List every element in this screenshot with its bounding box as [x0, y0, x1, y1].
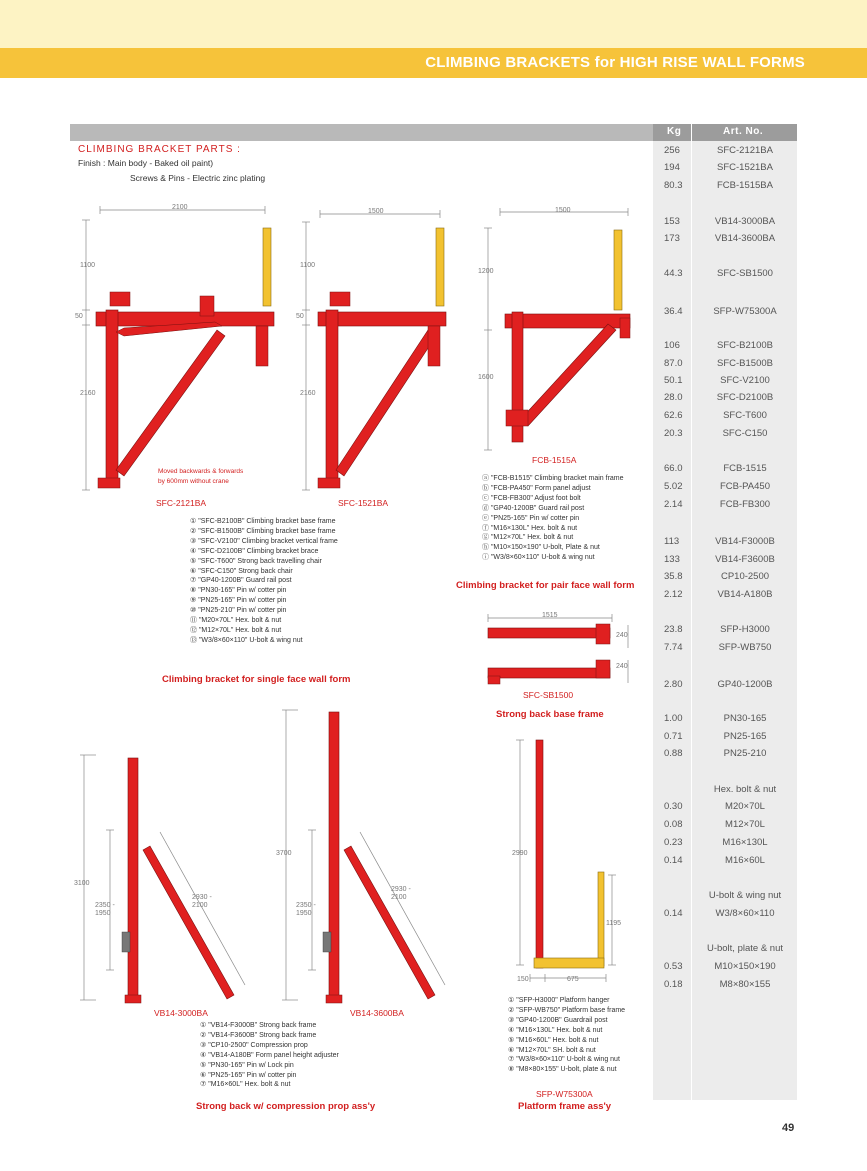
- spec-art-no: M20×70L: [725, 801, 765, 812]
- dim-sb-w: 1515: [542, 612, 558, 619]
- spec-art-no: VB14-A180B: [717, 589, 773, 600]
- sfc-2121ba-drawing: [96, 228, 274, 488]
- spec-kg: 66.0: [664, 463, 683, 474]
- legend-item: ⑦ "M16×60L" Hex. bolt & nut: [200, 1081, 291, 1089]
- legend-item: ⓖ "M12×70L" Hex. bolt & nut: [482, 534, 574, 542]
- legend-item: ③ "SFC-V2100" Climbing bracket vertical frame: [190, 537, 338, 545]
- spec-art-no: M8×80×155: [719, 979, 771, 990]
- dim-sfc2121-h2: 50: [75, 313, 83, 320]
- spec-kg: 0.71: [664, 731, 683, 742]
- dim-vb3000-d1: 2930 -: [192, 894, 212, 901]
- platform-legend: [508, 996, 625, 1075]
- legend-item: ③ "CP10-2500" Compression prop: [200, 1041, 308, 1049]
- spec-art-no: SFC-B2100B: [717, 340, 773, 351]
- spec-kg: 133: [664, 554, 680, 565]
- spec-kg: 0.88: [664, 748, 683, 759]
- dim-sfc2121-w: 2100: [172, 204, 188, 211]
- legend-item: ⑬ "W3/8×60×110" U-bolt & wing nut: [190, 636, 303, 644]
- spec-art-no: FCB-1515: [723, 463, 767, 474]
- legend-item: ⑥ "PN25-165" Pin w/ cotter pin: [200, 1071, 297, 1079]
- sfc-1521ba-label: SFC-1521BA: [338, 498, 389, 508]
- spec-art-no: U-bolt & wing nut: [708, 890, 782, 901]
- dim-vb3600-h1: 3700: [276, 850, 292, 857]
- spec-kg: 0.23: [664, 837, 683, 848]
- legend-item: ⓗ "M10×150×190" U-bolt, Plate & nut: [482, 544, 600, 552]
- dim-sfc1521-w: 1500: [368, 208, 384, 215]
- legend-item: ⑥ "M12×70L" SH. bolt & nut: [508, 1046, 596, 1054]
- single-face-caption: Climbing bracket for single face wall form: [162, 674, 351, 685]
- spec-art-no: U-bolt, plate & nut: [706, 943, 784, 954]
- vb14-3600ba-drawing: [323, 712, 435, 1003]
- legend-item: ⑥ "SFC-C150" Strong back chair: [190, 567, 293, 575]
- legend-item: ④ "M16×130L" Hex. bolt & nut: [508, 1026, 603, 1034]
- parts-title: CLIMBING BRACKET PARTS :: [78, 144, 241, 155]
- legend-item: ③ "GP40-1200B" Guardrail post: [508, 1016, 608, 1024]
- legend-item: ② "SFP-WB750" Platform base frame: [508, 1006, 626, 1014]
- spec-kg: 106: [664, 340, 680, 351]
- compression-legend: [200, 1021, 339, 1090]
- dim-sfp-w2: 675: [567, 976, 579, 983]
- spec-art-no: M16×130L: [722, 837, 768, 848]
- spec-art-no: SFC-C150: [722, 428, 768, 439]
- legend-item: ⑪ "M20×70L" Hex. bolt & nut: [190, 617, 282, 625]
- legend-item: ⓒ "FCB-FB300" Adjust foot bolt: [482, 494, 581, 502]
- move-note-2: by 600mm without crane: [158, 478, 229, 485]
- legend-item: ② "SFC-B1500B" Climbing bracket base frame: [190, 527, 336, 535]
- dim-vb3600-h3: 1950: [296, 910, 312, 917]
- legend-item: ⓐ "FCB-B1515" Climbing bracket main frame: [482, 475, 624, 482]
- spec-art-no: FCB-FB300: [719, 499, 771, 510]
- spec-kg: 28.0: [664, 392, 683, 403]
- legend-item: ⑧ "M8×80×155" U-bolt, plate & nut: [508, 1066, 617, 1074]
- spec-kg: 0.53: [664, 961, 683, 972]
- sfc-sb1500-drawing: [488, 624, 610, 684]
- legend-item: ⑨ "PN25-165" Pin w/ cotter pin: [190, 597, 287, 605]
- legend-item: ⓑ "FCB-PA450" Form panel adjust: [482, 484, 591, 492]
- spec-art-no: PN25-210: [723, 748, 767, 759]
- platform-caption: Platform frame ass'y: [518, 1101, 612, 1112]
- sfp-w75300a-drawing: [534, 740, 604, 968]
- dim-sfc2121-h1: 1100: [80, 262, 96, 269]
- spec-kg: 23.8: [664, 624, 683, 635]
- compression-caption: Strong back w/ compression prop ass'y: [196, 1101, 376, 1112]
- spec-art-no: SFP-W75300A: [713, 306, 777, 317]
- spec-kg: 194: [664, 162, 680, 173]
- fcb-1515a-drawing: [505, 230, 630, 442]
- spec-kg: 35.8: [664, 571, 683, 582]
- legend-item: ① "SFP-H3000" Platform hanger: [508, 997, 610, 1004]
- spec-art-no: Hex. bolt & nut: [713, 784, 777, 795]
- dim-sfp-h2: 1195: [606, 920, 622, 927]
- spec-kg: 0.08: [664, 819, 683, 830]
- legend-item: ⑦ "GP40-1200B" Guard rail post: [190, 577, 292, 585]
- spec-kg: 62.6: [664, 410, 683, 421]
- single-face-legend: [190, 517, 338, 646]
- dim-vb3000-d2: 2100: [192, 902, 208, 909]
- spec-art-no: CP10-2500: [720, 571, 770, 582]
- dim-sfp-w1: 150: [517, 976, 529, 983]
- dim-sb-h2: 240: [616, 663, 628, 670]
- dim-sfc2121-h3: 2160: [80, 390, 96, 397]
- legend-item: ⑩ "PN25-210" Pin w/ cotter pin: [190, 607, 287, 615]
- strong-back-caption: Strong back base frame: [496, 709, 604, 720]
- spec-kg: 44.3: [664, 268, 683, 279]
- spec-art-no: PN30-165: [723, 713, 767, 724]
- spec-kg: 0.14: [664, 855, 683, 866]
- dim-fcb-h2: 1600: [478, 374, 494, 381]
- spec-art-no: GP40-1200B: [717, 679, 773, 690]
- sfc-2121ba-label: SFC-2121BA: [156, 498, 207, 508]
- dim-fcb-w: 1500: [555, 207, 571, 214]
- spec-art-no: VB14-3000BA: [714, 216, 776, 227]
- spec-kg: 2.14: [664, 499, 683, 510]
- spec-kg: 80.3: [664, 180, 683, 191]
- spec-kg: 173: [664, 233, 680, 244]
- spec-kg: 2.80: [664, 679, 683, 690]
- sfc-sb1500-label: SFC-SB1500: [523, 690, 574, 700]
- vb14-3000ba-drawing: [122, 758, 234, 1003]
- page-number: 49: [782, 1122, 795, 1134]
- fcb-1515a-label: FCB-1515A: [532, 455, 577, 465]
- spec-art-no: FCB-PA450: [720, 481, 770, 492]
- dim-vb3000-h2: 2350 -: [95, 902, 115, 909]
- spec-art-no: SFC-SB1500: [717, 268, 773, 279]
- spec-kg: 113: [664, 536, 680, 547]
- legend-item: ⓔ "PN25-165" Pin w/ cotter pin: [482, 514, 580, 522]
- spec-kg: 0.30: [664, 801, 683, 812]
- spec-kg: 256: [664, 145, 680, 156]
- legend-item: ⑤ "PN30-165" Pin w/ Lock pin: [200, 1061, 294, 1069]
- legend-item: ⓓ "GP40-1200B" Guard rail post: [482, 504, 585, 512]
- sfc-1521ba-drawing: [318, 228, 446, 488]
- dim-vb3000-h3: 1950: [95, 910, 111, 917]
- legend-item: ⑦ "W3/8×60×110" U-bolt & wing nut: [508, 1056, 620, 1064]
- legend-item: ⑫ "M12×70L" Hex. bolt & nut: [190, 626, 282, 634]
- spec-kg: 153: [664, 216, 680, 227]
- spec-kg: 0.18: [664, 979, 683, 990]
- spec-art-no: SFC-D2100B: [716, 392, 774, 403]
- vb14-3000ba-label: VB14-3000BA: [154, 1008, 208, 1018]
- legend-item: ④ "SFC-D2100B" Climbing bracket brace: [190, 547, 319, 555]
- page-title: CLIMBING BRACKETS for HIGH RISE WALL FORMS: [425, 54, 805, 71]
- legend-item: ⑤ "M16×60L" Hex. bolt & nut: [508, 1036, 599, 1044]
- spec-art-no: SFC-V2100: [720, 375, 770, 386]
- spec-art-no: M12×70L: [725, 819, 765, 830]
- sfp-w75300a-label: SFP-W75300A: [536, 1089, 593, 1099]
- spec-kg: 87.0: [664, 358, 683, 369]
- legend-item: ⓕ "M16×130L" Hex. bolt & nut: [482, 524, 578, 532]
- legend-item: ① "VB14-F3000B" Strong back frame: [200, 1022, 317, 1029]
- dim-sfp-h1: 2990: [512, 850, 528, 857]
- finish-line-2: Screws & Pins - Electric zinc plating: [130, 173, 266, 183]
- vb14-3600ba-label: VB14-3600BA: [350, 1008, 404, 1018]
- spec-kg: 2.12: [664, 589, 683, 600]
- legend-item: ⑧ "PN30-165" Pin w/ cotter pin: [190, 587, 287, 595]
- dim-vb3600-d2: 2100: [391, 894, 407, 901]
- kg-header: Kg: [667, 126, 682, 137]
- spec-art-no: SFC-1521BA: [717, 162, 773, 173]
- move-note-1: Moved backwards & forwards: [158, 468, 244, 475]
- spec-art-no: FCB-1515BA: [717, 180, 773, 191]
- spec-art-no: SFC-2121BA: [717, 145, 773, 156]
- legend-item: ① "SFC-B2100B" Climbing bracket base frame: [190, 518, 336, 525]
- dim-vb3600-d1: 2930 -: [391, 886, 411, 893]
- dim-sfc1521-h3: 2160: [300, 390, 316, 397]
- spec-art-no: VB14-F3000B: [715, 536, 775, 547]
- spec-art-no: VB14-F3600B: [715, 554, 775, 565]
- pair-face-legend: [482, 474, 624, 563]
- spec-art-no: M16×60L: [725, 855, 765, 866]
- spec-art-no: VB14-3600BA: [714, 233, 776, 244]
- spec-kg: 50.1: [664, 375, 683, 386]
- spec-art-no: M10×150×190: [714, 961, 776, 972]
- dim-sfc1521-h2: 50: [296, 313, 304, 320]
- spec-art-no: SFP-WB750: [718, 642, 772, 653]
- pair-face-caption: Climbing bracket for pair face wall form: [456, 580, 635, 591]
- dim-sfc1521-h1: 1100: [300, 262, 316, 269]
- spec-art-no: SFP-H3000: [720, 624, 770, 635]
- finish-line-1: Finish : Main body - Baked oil paint): [78, 158, 214, 168]
- spec-kg: 20.3: [664, 428, 683, 439]
- spec-kg: 0.14: [664, 908, 683, 919]
- spec-art-no: SFC-B1500B: [717, 358, 773, 369]
- spec-art-no: PN25-165: [723, 731, 767, 742]
- legend-item: ⑤ "SFC-T600" Strong back travelling chair: [190, 557, 322, 565]
- spec-kg: 5.02: [664, 481, 683, 492]
- spec-kg: 7.74: [664, 642, 683, 653]
- dim-sb-h1: 240: [616, 632, 628, 639]
- spec-kg: 36.4: [664, 306, 683, 317]
- dim-vb3000-h1: 3100: [74, 880, 90, 887]
- legend-item: ② "VB14-F3600B" Strong back frame: [200, 1031, 317, 1039]
- dim-vb3600-h2: 2350 -: [296, 902, 316, 909]
- legend-item: ④ "VB14-A180B" Form panel height adjuster: [200, 1051, 339, 1059]
- legend-item: ⓘ "W3/8×60×110" U-bolt & wing nut: [482, 554, 595, 562]
- spec-art-no: W3/8×60×110: [715, 908, 775, 919]
- spec-art-no: SFC-T600: [723, 410, 767, 421]
- dim-fcb-h1: 1200: [478, 268, 494, 275]
- spec-kg: 1.00: [664, 713, 683, 724]
- art-header: Art. No.: [723, 126, 764, 137]
